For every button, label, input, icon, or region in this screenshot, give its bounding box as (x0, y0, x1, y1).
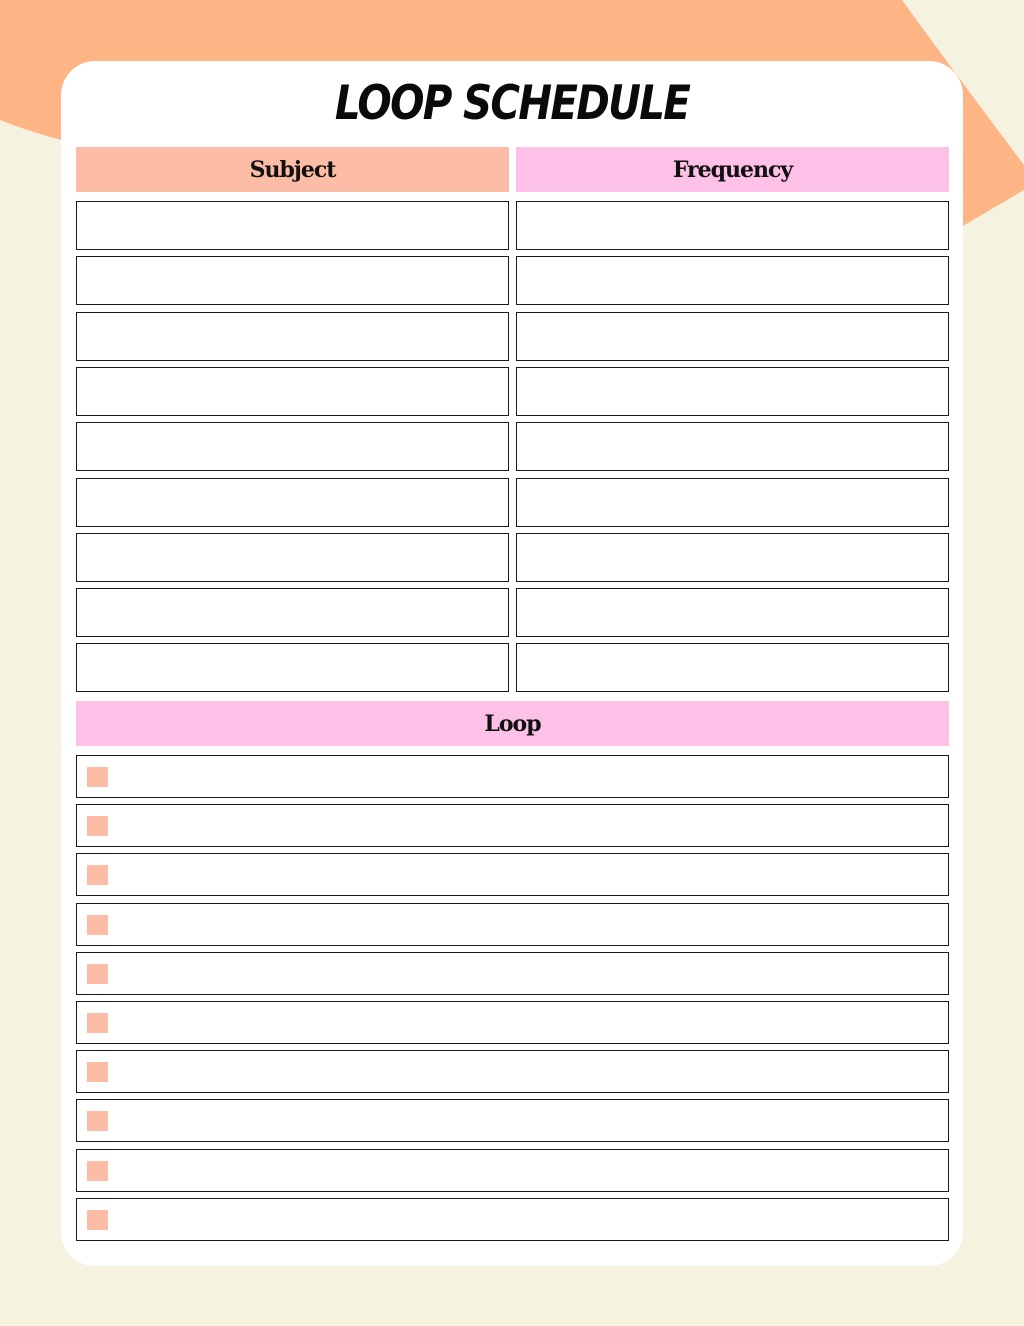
loop-item[interactable] (76, 1099, 949, 1142)
checkbox[interactable] (87, 915, 108, 935)
loop-section-header: Loop (76, 701, 949, 746)
loop-item[interactable] (76, 1149, 949, 1192)
subject-cell[interactable] (76, 533, 509, 582)
subject-cell[interactable] (76, 367, 509, 416)
frequency-cell[interactable] (516, 367, 949, 416)
checkbox[interactable] (87, 1210, 108, 1230)
loop-item[interactable] (76, 1001, 949, 1044)
page-title: LOOP SCHEDULE (334, 76, 690, 131)
loop-item[interactable] (76, 1050, 949, 1093)
checkbox[interactable] (87, 865, 108, 885)
frequency-cell[interactable] (516, 256, 949, 305)
subject-cell[interactable] (76, 588, 509, 637)
frequency-cell[interactable] (516, 533, 949, 582)
loop-item[interactable] (76, 804, 949, 847)
subject-column-header: Subject (76, 147, 509, 192)
frequency-column-header: Frequency (516, 147, 949, 192)
checkbox[interactable] (87, 816, 108, 836)
loop-item[interactable] (76, 1198, 949, 1241)
frequency-cell[interactable] (516, 422, 949, 471)
frequency-cell[interactable] (516, 312, 949, 361)
checkbox[interactable] (87, 964, 108, 984)
checkbox[interactable] (87, 1111, 108, 1131)
subject-cell[interactable] (76, 422, 509, 471)
loop-item[interactable] (76, 903, 949, 946)
checkbox[interactable] (87, 1062, 108, 1082)
loop-item[interactable] (76, 853, 949, 896)
subject-cell[interactable] (76, 201, 509, 250)
checkbox[interactable] (87, 1161, 108, 1181)
checkbox[interactable] (87, 767, 108, 787)
loop-item[interactable] (76, 952, 949, 995)
subject-cell[interactable] (76, 478, 509, 527)
frequency-cell[interactable] (516, 643, 949, 692)
loop-item[interactable] (76, 755, 949, 798)
subject-cell[interactable] (76, 643, 509, 692)
frequency-cell[interactable] (516, 478, 949, 527)
subject-cell[interactable] (76, 312, 509, 361)
subject-cell[interactable] (76, 256, 509, 305)
checkbox[interactable] (87, 1013, 108, 1033)
frequency-cell[interactable] (516, 588, 949, 637)
frequency-cell[interactable] (516, 201, 949, 250)
